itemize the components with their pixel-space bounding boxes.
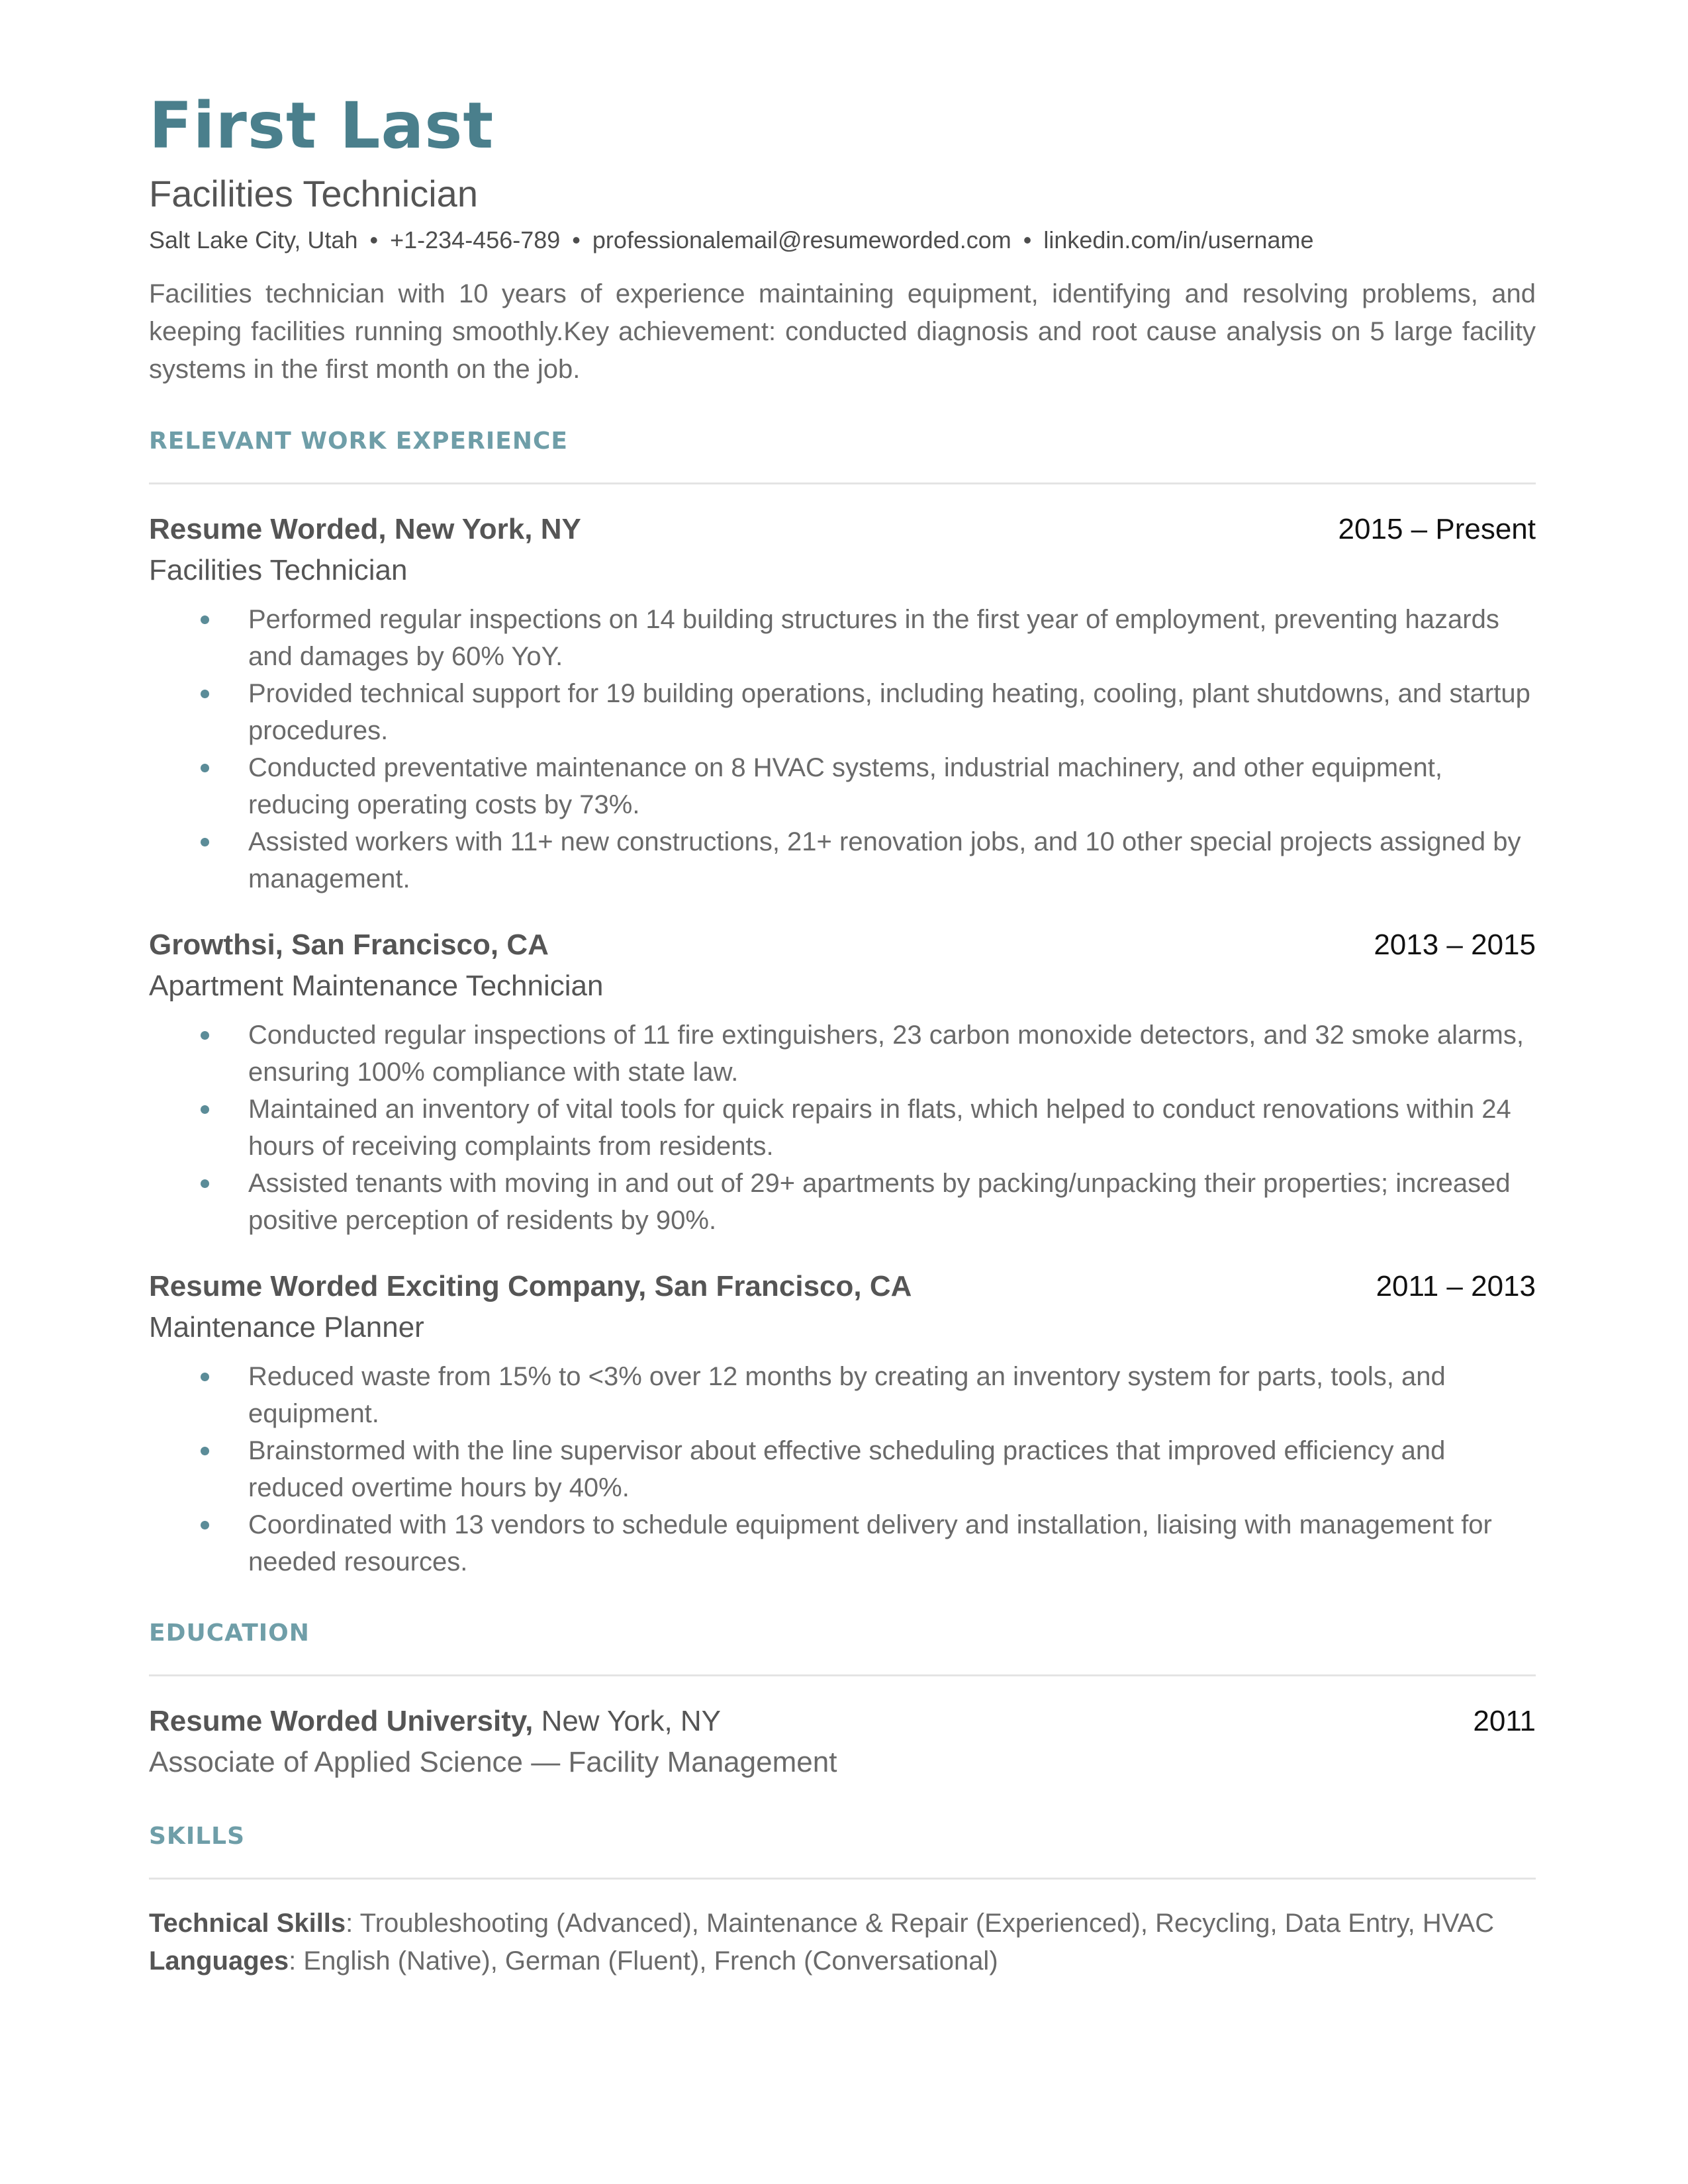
languages-value: : English (Native), German (Fluent), French (Conversational) <box>289 1946 998 1976</box>
job-dates: 2015 – Present <box>1338 513 1536 545</box>
candidate-name: First Last <box>149 89 494 163</box>
section-divider <box>149 482 1536 484</box>
education-year: 2011 <box>1473 1705 1536 1737</box>
job-bullet-text: Brainstormed with the line supervisor about effective scheduling practices that improved efficiency and reduced overtime hours by 40%. <box>248 1436 1446 1502</box>
job-bullets <box>149 1017 1536 1239</box>
bullet-dot-icon <box>201 764 209 772</box>
contact-phone: +1-234-456-789 <box>390 226 561 253</box>
bullet-dot-icon <box>201 1373 209 1381</box>
job-bullet-text: Assisted workers with 11+ new constructions, 21+ renovation jobs, and 10 other special projects assigned by management. <box>248 827 1521 893</box>
contact-location: Salt Lake City, Utah <box>149 226 358 253</box>
job-company: Resume Worded Exciting Company, San Francisco, CA <box>149 1270 912 1302</box>
job-role: Maintenance Planner <box>149 1311 424 1343</box>
job-dates: 2013 – 2015 <box>1374 929 1536 961</box>
job-dates: 2011 – 2013 <box>1376 1270 1536 1302</box>
section-divider <box>149 1674 1536 1676</box>
job-bullet <box>149 1091 1536 1165</box>
bullet-dot-icon <box>201 838 209 846</box>
education-header <box>149 1702 1536 1741</box>
bullet-dot-icon <box>201 690 209 698</box>
experience-heading: RELEVANT WORK EXPERIENCE <box>149 428 568 455</box>
job-company: Resume Worded, New York, NY <box>149 513 581 545</box>
job-bullet-text: Conducted regular inspections of 11 fire extinguishers, 23 carbon monoxide detectors, and 32 smoke alarms, ensuring 100% compliance with state law. <box>248 1021 1524 1087</box>
job-bullet <box>149 1017 1536 1091</box>
job-bullets <box>149 601 1536 897</box>
education-degree: Associate of Applied Science — Facility Management <box>149 1746 837 1778</box>
technical-skills-label: Technical Skills <box>149 1909 346 1938</box>
technical-skills-value: : Troubleshooting (Advanced), Maintenance & Repair (Experienced), Recycling, Data Entry, HVAC <box>346 1909 1495 1938</box>
summary-paragraph: Facilities technician with 10 years of experience maintaining equipment, identifying and resolving problems, and keeping facilities running smoothly.Key achievement: conducted diagnosis and root cause analysis on 5 large facility systems in the first month on the job. <box>149 279 1536 384</box>
job-bullet <box>149 1358 1536 1432</box>
job-bullets <box>149 1358 1536 1580</box>
job-bullet <box>149 1432 1536 1506</box>
technical-skills-line <box>149 1905 1536 1942</box>
education-location: New York, NY <box>541 1705 722 1737</box>
job-bullet-text: Conducted preventative maintenance on 8 HVAC systems, industrial machinery, and other equipment, reducing operating costs by 73%. <box>248 753 1442 819</box>
bullet-dot-icon <box>201 1521 209 1529</box>
job-bullet-text: Provided technical support for 19 building operations, including heating, cooling, plant shutdowns, and startup procedures. <box>248 679 1530 745</box>
job-bullet <box>149 1506 1536 1580</box>
skills-heading: SKILLS <box>149 1823 246 1850</box>
job-bullet-text: Maintained an inventory of vital tools for quick repairs in flats, which helped to conduct renovations within 24 hours of receiving complaints from residents. <box>248 1095 1511 1161</box>
job-bullet <box>149 601 1536 675</box>
candidate-title: Facilities Technician <box>149 173 478 214</box>
job-bullet-text: Coordinated with 13 vendors to schedule equipment delivery and installation, liaising with management for needed resources. <box>248 1510 1492 1576</box>
education-school: Resume Worded University, <box>149 1705 534 1737</box>
job-bullet-text: Reduced waste from 15% to <3% over 12 months by creating an inventory system for parts, tools, and equipment. <box>248 1362 1446 1428</box>
bullet-dot-icon <box>201 1179 209 1188</box>
education-school-line <box>149 1702 721 1741</box>
job-entry <box>149 925 1536 1239</box>
job-entry <box>149 1267 1536 1580</box>
bullet-dot-icon <box>201 615 209 624</box>
bullet-dot-icon <box>201 1105 209 1114</box>
resume-page <box>149 86 1536 1980</box>
job-entry <box>149 510 1536 897</box>
contact-separator: • <box>369 226 379 253</box>
bullet-dot-icon <box>201 1447 209 1455</box>
job-role: Apartment Maintenance Technician <box>149 970 604 1002</box>
education-heading: EDUCATION <box>149 1619 310 1647</box>
job-bullet <box>149 1165 1536 1239</box>
section-divider <box>149 1878 1536 1880</box>
job-bullet <box>149 675 1536 749</box>
job-header <box>149 510 1536 549</box>
job-bullet <box>149 823 1536 897</box>
contact-line <box>149 225 1536 255</box>
contact-separator: • <box>572 226 581 253</box>
job-bullet-text: Assisted tenants with moving in and out of 29+ apartments by packing/unpacking their properties; increased positive perception of residents by 90%. <box>248 1169 1511 1235</box>
job-company: Growthsi, San Francisco, CA <box>149 929 549 961</box>
contact-linkedin: linkedin.com/in/username <box>1043 226 1314 253</box>
job-header <box>149 925 1536 965</box>
languages-label: Languages <box>149 1946 289 1976</box>
skills-block <box>149 1905 1536 1980</box>
job-bullet <box>149 749 1536 823</box>
education-entry <box>149 1702 1536 1784</box>
contact-email: professionalemail@resumeworded.com <box>592 226 1011 253</box>
languages-line <box>149 1942 1536 1980</box>
bullet-dot-icon <box>201 1031 209 1040</box>
job-bullet-text: Performed regular inspections on 14 building structures in the first year of employment, preventing hazards and damages by 60% YoY. <box>248 605 1499 671</box>
job-header <box>149 1267 1536 1306</box>
contact-separator: • <box>1023 226 1032 253</box>
job-role: Facilities Technician <box>149 554 408 586</box>
